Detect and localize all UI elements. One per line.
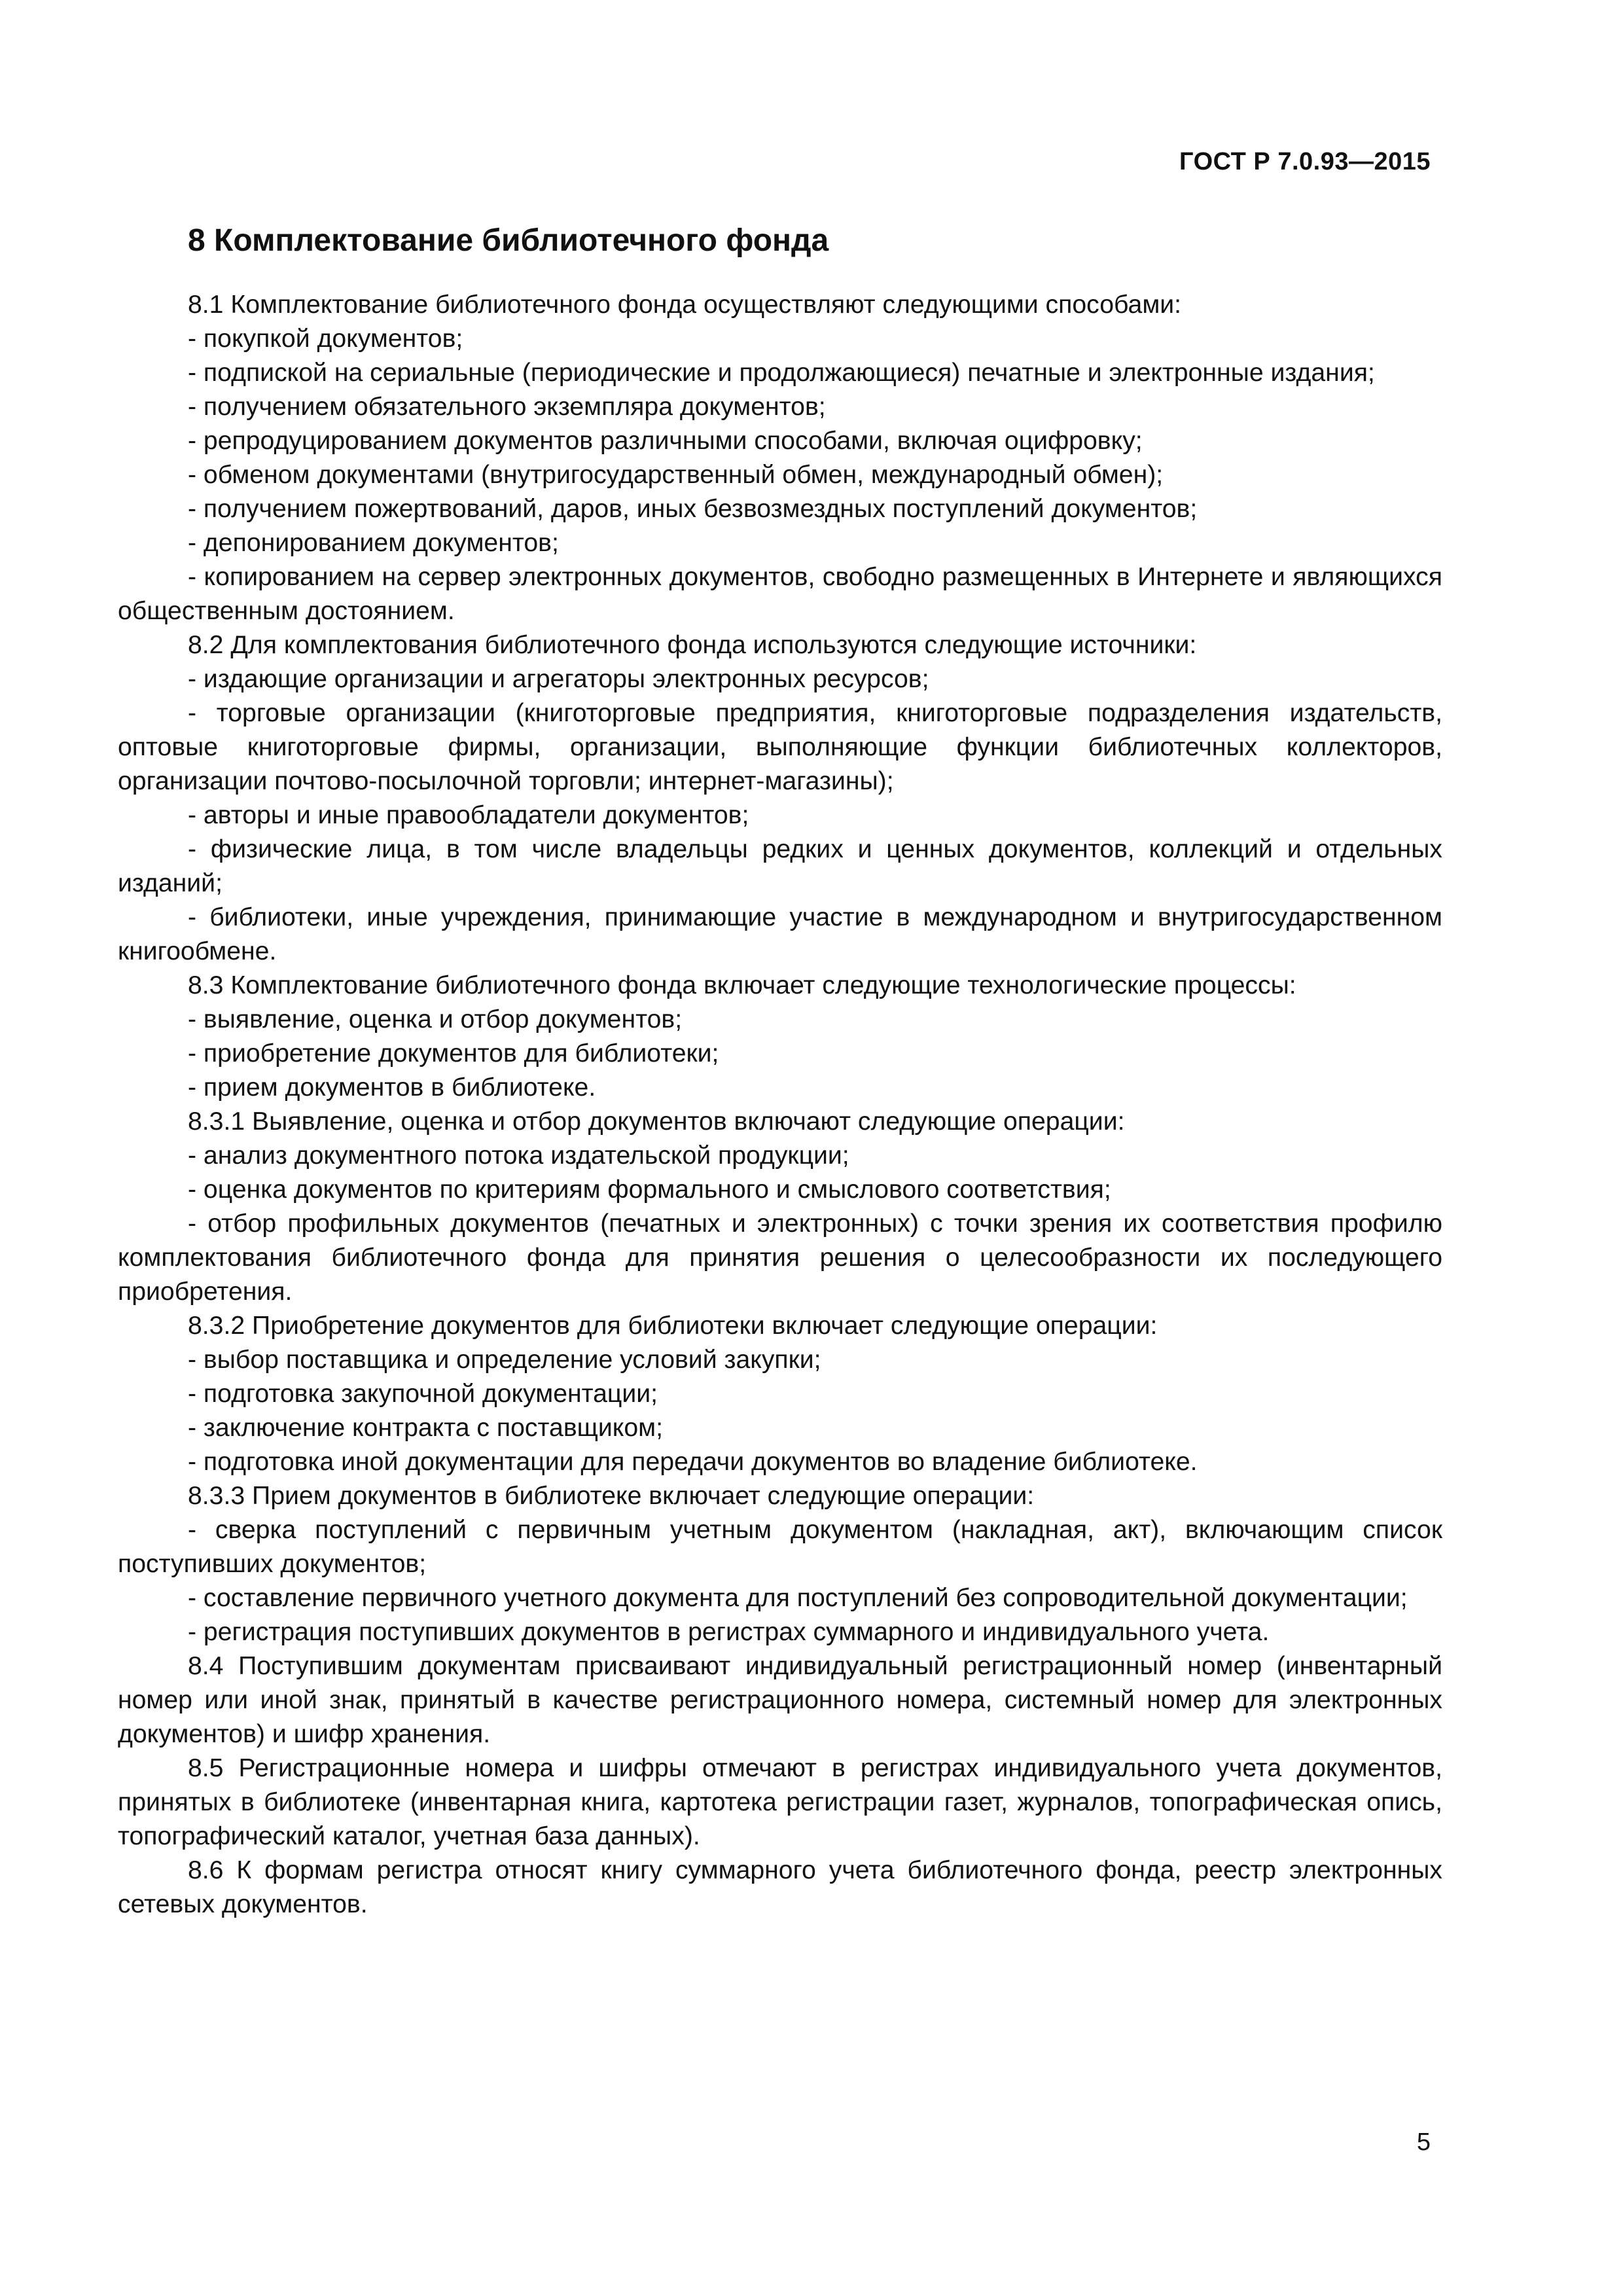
list-item: - подпиской на сериальные (периодические и продолжающиеся) печатные и электронные издания; — [188, 359, 1375, 387]
list-item: - выбор поставщика и определение условий закупки; — [188, 1346, 821, 1374]
list-item: - выявление, оценка и отбор документов; — [188, 1005, 683, 1033]
paragraph: 8.3.2 Приобретение документов для библиотеки включает следующие операции: — [188, 1312, 1158, 1340]
list-item: - покупкой документов; — [188, 325, 463, 353]
list-item: - анализ документного потока издательской продукции; — [188, 1141, 849, 1170]
page-number: 5 — [1416, 2128, 1431, 2156]
body-text — [118, 288, 1442, 1922]
list-item: - обменом документами (внутригосударственный обмен, международный обмен); — [188, 461, 1164, 489]
list-item: - торговые организации (книготорговые предприятия, книготорговые подразделения издательств, оптовые книготорговые фирмы, организации, выполняющие функции библиотечных коллекторов, организации почтово-посылочной торговли; интернет-магазины); — [118, 699, 1442, 795]
list-item: - библиотеки, иные учреждения, принимающие участие в международном и внутригосударственном книгообмене. — [118, 903, 1442, 965]
list-item: - копированием на сервер электронных документов, свободно размещенных в Интернете и являющихся общественным достоянием. — [118, 563, 1442, 625]
list-item: - подготовка закупочной документации; — [188, 1380, 658, 1408]
section-title: 8 Комплектование библиотечного фонда — [188, 223, 829, 258]
list-item: - отбор профильных документов (печатных и электронных) с точки зрения их соответствия профилю комплектования библиотечного фонда для принятия решения о целесообразности их последующего приобретения. — [118, 1210, 1442, 1306]
list-item: - депонированием документов; — [188, 529, 559, 557]
list-item: - издающие организации и агрегаторы электронных ресурсов; — [188, 665, 929, 693]
list-item: - приобретение документов для библиотеки; — [188, 1039, 719, 1067]
paragraph: 8.2 Для комплектования библиотечного фонда используются следующие источники: — [188, 631, 1197, 659]
paragraph: 8.3.3 Прием документов в библиотеке включает следующие операции: — [188, 1482, 1035, 1510]
standard-code: ГОСТ Р 7.0.93—2015 — [1179, 148, 1431, 175]
list-item: - сверка поступлений с первичным учетным документом (накладная, акт), включающим список поступивших документов; — [118, 1516, 1442, 1578]
paragraph: 8.6 К формам регистра относят книгу суммарного учета библиотечного фонда, реестр электронных сетевых документов. — [118, 1856, 1442, 1918]
list-item: - репродуцированием документов различными способами, включая оцифровку; — [188, 427, 1143, 455]
list-item: - оценка документов по критериям формального и смыслового соответствия; — [188, 1175, 1111, 1204]
paragraph: 8.3.1 Выявление, оценка и отбор документов включают следующие операции: — [188, 1107, 1125, 1136]
list-item: - подготовка иной документации для передачи документов во владение библиотеке. — [188, 1448, 1198, 1476]
list-item: - получением обязательного экземпляра документов; — [188, 393, 826, 421]
list-item: - заключение контракта с поставщиком; — [188, 1414, 663, 1442]
list-item: - составление первичного учетного документа для поступлений без сопроводительной документации; — [188, 1584, 1408, 1612]
list-item: - прием документов в библиотеке. — [188, 1073, 596, 1102]
list-item: - регистрация поступивших документов в регистрах суммарного и индивидуального учета. — [188, 1618, 1270, 1646]
paragraph: 8.3 Комплектование библиотечного фонда включает следующие технологические процессы: — [188, 971, 1296, 999]
list-item: - физические лица, в том числе владельцы редких и ценных документов, коллекций и отдельных изданий; — [118, 835, 1442, 897]
list-item: - авторы и иные правообладатели документов; — [188, 801, 749, 829]
paragraph: 8.5 Регистрационные номера и шифры отмечают в регистрах индивидуального учета документов, принятых в библиотеке (инвентарная книга, картотека регистрации газет, журналов, топографическая опись, топографический каталог, учетная база данных). — [118, 1754, 1442, 1850]
paragraph: 8.4 Поступившим документам присваивают индивидуальный регистрационный номер (инвентарный номер или иной знак, принятый в качестве регистрационного номера, системный номер для электронных документов) и шифр хранения. — [118, 1652, 1442, 1748]
list-item: - получением пожертвований, даров, иных безвозмездных поступлений документов; — [188, 495, 1198, 523]
paragraph: 8.1 Комплектование библиотечного фонда осуществляют следующими способами: — [188, 291, 1182, 319]
